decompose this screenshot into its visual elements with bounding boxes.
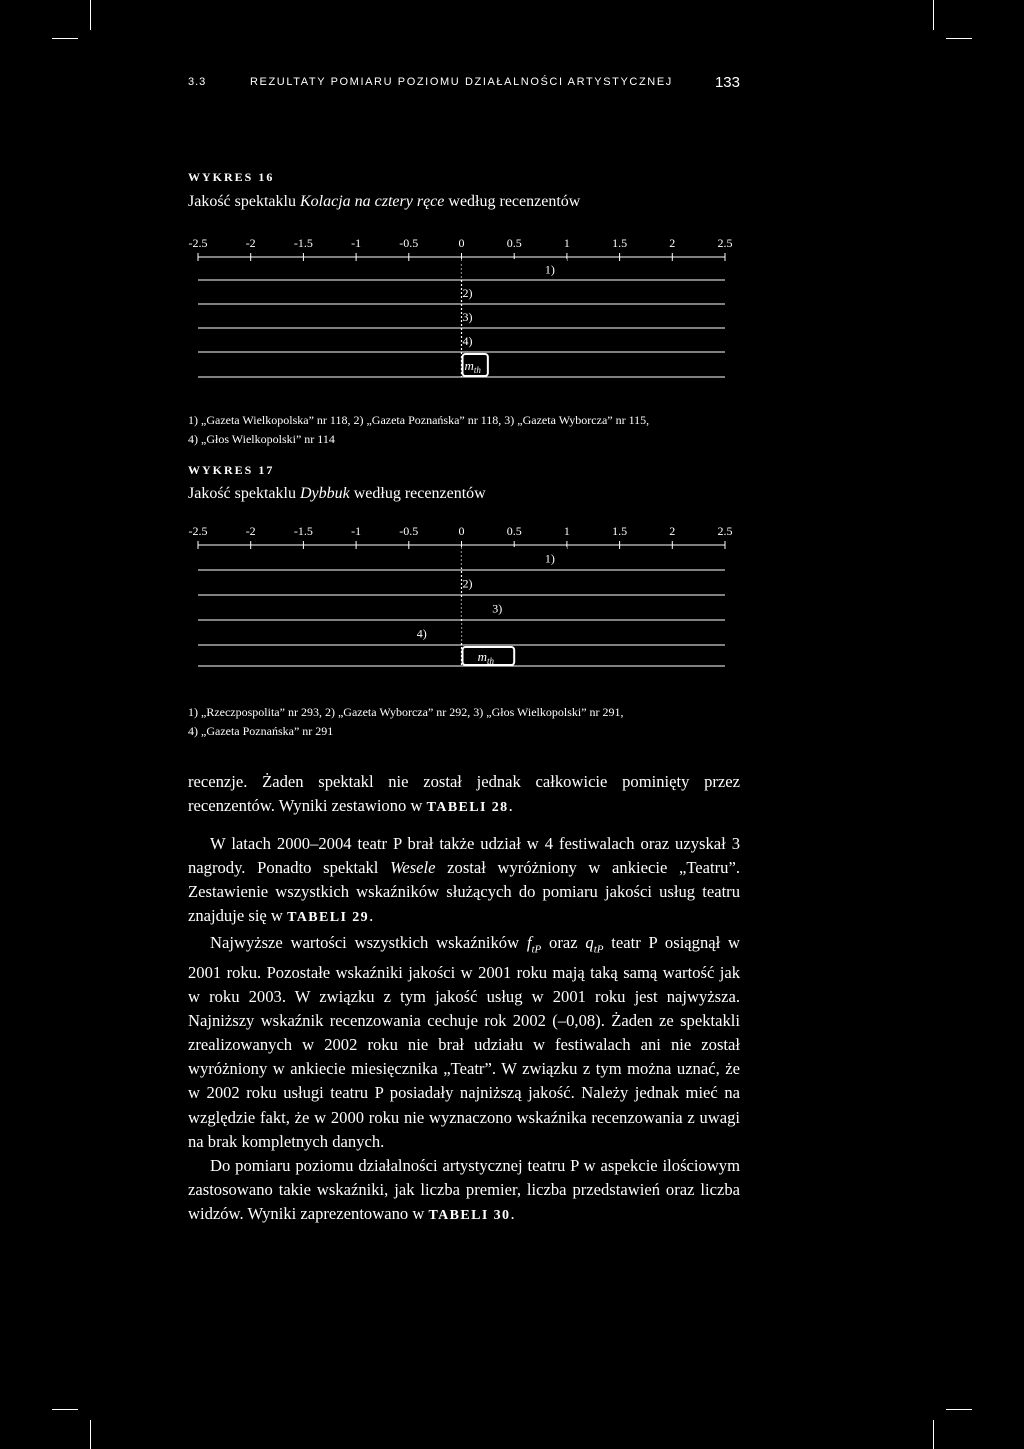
bar-label: 3) bbox=[462, 310, 473, 324]
math-subscript: tP bbox=[531, 942, 542, 955]
x-tick-label: -1.5 bbox=[293, 524, 313, 538]
x-tick-label: 2.5 bbox=[717, 236, 733, 250]
caption-suffix: według recenzentów bbox=[444, 193, 581, 210]
math-subscript: tP bbox=[593, 942, 604, 955]
paragraph bbox=[188, 832, 740, 930]
crop-mark bbox=[933, 1420, 934, 1449]
x-tick-label: -1.5 bbox=[293, 236, 313, 250]
caption-prefix: Jakość spektaklu bbox=[188, 193, 300, 210]
text-run: recenzje. Żaden spektakl nie został jednak całkowicie pominięty przez recenzentów. Wyniki zestawiono w bbox=[188, 772, 740, 816]
x-tick-label: 1 bbox=[563, 524, 570, 538]
math-symbol: q bbox=[585, 932, 594, 952]
x-tick-label: -2.5 bbox=[188, 524, 208, 538]
x-tick-label: 0.5 bbox=[506, 524, 522, 538]
x-tick-label: -1 bbox=[351, 236, 362, 250]
bar-label: 1) bbox=[544, 551, 555, 566]
x-tick-label: 1 bbox=[563, 236, 570, 250]
body-text bbox=[188, 770, 740, 1228]
play-title: Wesele bbox=[390, 858, 436, 878]
x-tick-label: -1 bbox=[351, 524, 362, 538]
mean-label: $m_{th}$ bbox=[477, 649, 495, 666]
bar-label: 2) bbox=[462, 576, 473, 591]
figure-label: WYKRES 17 bbox=[188, 463, 275, 477]
bar-label: 1) bbox=[544, 262, 555, 277]
caption-title: Dybbuk bbox=[299, 485, 350, 502]
x-tick-label: 0.5 bbox=[506, 236, 522, 250]
x-tick-label: -2 bbox=[245, 236, 256, 250]
x-tick-label: -0.5 bbox=[399, 236, 419, 250]
table-reference: TABELI 30 bbox=[428, 1207, 511, 1223]
caption-title: Kolacja na cztery ręce bbox=[299, 193, 445, 210]
paragraph bbox=[188, 1154, 740, 1228]
chart-wykres-17 bbox=[0, 0, 1024, 700]
caption-prefix: Jakość spektaklu bbox=[188, 485, 300, 502]
x-tick-label: -2 bbox=[245, 524, 256, 538]
x-tick-label: 2.5 bbox=[717, 524, 733, 538]
bar-label: 4) bbox=[462, 334, 473, 348]
bar bbox=[462, 597, 515, 618]
note-line: 4) „Głos Wielkopolski” nr 114 bbox=[188, 432, 335, 446]
math-symbol: f bbox=[526, 932, 532, 952]
bar-label: 2) bbox=[462, 286, 473, 300]
table-reference: TABELI 29 bbox=[287, 910, 370, 926]
x-tick-label: 2 bbox=[669, 236, 676, 250]
text-run: oraz bbox=[541, 932, 586, 952]
text-run: Do pomiaru poziomu działalności artystycznej teatru P w aspekcie ilościowym zastosowano takie wskaźniki, jak liczba premier, liczba przedstawień oraz liczba widzów. Wyniki zaprezentowano w bbox=[188, 1155, 740, 1223]
x-tick-label: -2.5 bbox=[188, 236, 208, 250]
table-reference: TABELI 28 bbox=[426, 800, 509, 816]
text-run: . bbox=[510, 1203, 515, 1223]
section-number: 3.3 bbox=[188, 76, 207, 88]
x-tick-label: 0 bbox=[458, 236, 465, 250]
text-run: . bbox=[508, 796, 513, 816]
text-run: teatr P osiągnął w 2001 roku. Pozostałe wskaźniki jakości w 2001 roku mają taką samą wartość jak w roku 2003. W związku z tym jakość usług w 2001 roku jest najwyższa. Najniższy wskaźnik recenzowania cechuje rok 2002 (–0,08). Żaden ze spektakli zrealizowanych w 2002 roku nie brał udziału w festiwalach ani nie został wyróżniony w ankiecie miesięcznika „Teatr”. W związku z tym można uznać, że w 2002 roku usługi teatru P posiadały najniższą jakość. Należy jednak mieć na względzie fakt, że w 2000 roku nie wyznaczono wskaźnika recenzowania z uwagi na brak kompletnych danych. bbox=[188, 932, 741, 1151]
text-run: został wyróżniony w ankiecie „Teatru”. Zestawienie wszystkich wskaźników służących do pomiaru jakości usług teatru znajduje się w bbox=[188, 858, 740, 926]
x-tick-label: 2 bbox=[669, 524, 676, 538]
text-run: Najwyższe wartości wszystkich wskaźników bbox=[210, 932, 527, 952]
x-tick-label: 0 bbox=[458, 524, 465, 538]
bar-label: 3) bbox=[492, 601, 503, 616]
x-tick-label: -0.5 bbox=[399, 524, 419, 538]
caption-suffix: według recenzentów bbox=[349, 485, 486, 502]
bar-label: 4) bbox=[416, 626, 427, 641]
paragraph bbox=[188, 931, 740, 1154]
text-run: . bbox=[369, 906, 374, 926]
x-tick-label: 1.5 bbox=[612, 236, 628, 250]
figure-notes bbox=[188, 703, 748, 741]
text-run: W latach 2000–2004 teatr P brał także udział w 4 festiwalach oraz uzyskał 3 nagrody. Ponadto spektakl bbox=[188, 834, 740, 878]
crop-mark bbox=[946, 1409, 972, 1410]
note-line: 1) „Rzeczpospolita” nr 293, 2) „Gazeta Wyborcza” nr 292, 3) „Głos Wielkopolski” nr 291, bbox=[188, 705, 624, 719]
note-line: 1) „Gazeta Wielkopolska” nr 118, 2) „Gazeta Poznańska” nr 118, 3) „Gazeta Wyborcza” nr 115, bbox=[188, 413, 650, 427]
crop-mark bbox=[52, 1409, 78, 1410]
running-title: REZULTATY POMIARU POZIOMU DZIAŁALNOŚCI ARTYSTYCZNEJ bbox=[250, 76, 673, 88]
note-line: 4) „Gazeta Poznańska” nr 291 bbox=[188, 724, 334, 738]
x-tick-label: 1.5 bbox=[612, 524, 628, 538]
paragraph bbox=[188, 770, 740, 820]
figure-label: WYKRES 16 bbox=[188, 170, 275, 184]
mean-label: $m_{th}$ bbox=[464, 358, 481, 375]
page-number: 133 bbox=[714, 74, 740, 91]
crop-mark bbox=[90, 1420, 91, 1449]
